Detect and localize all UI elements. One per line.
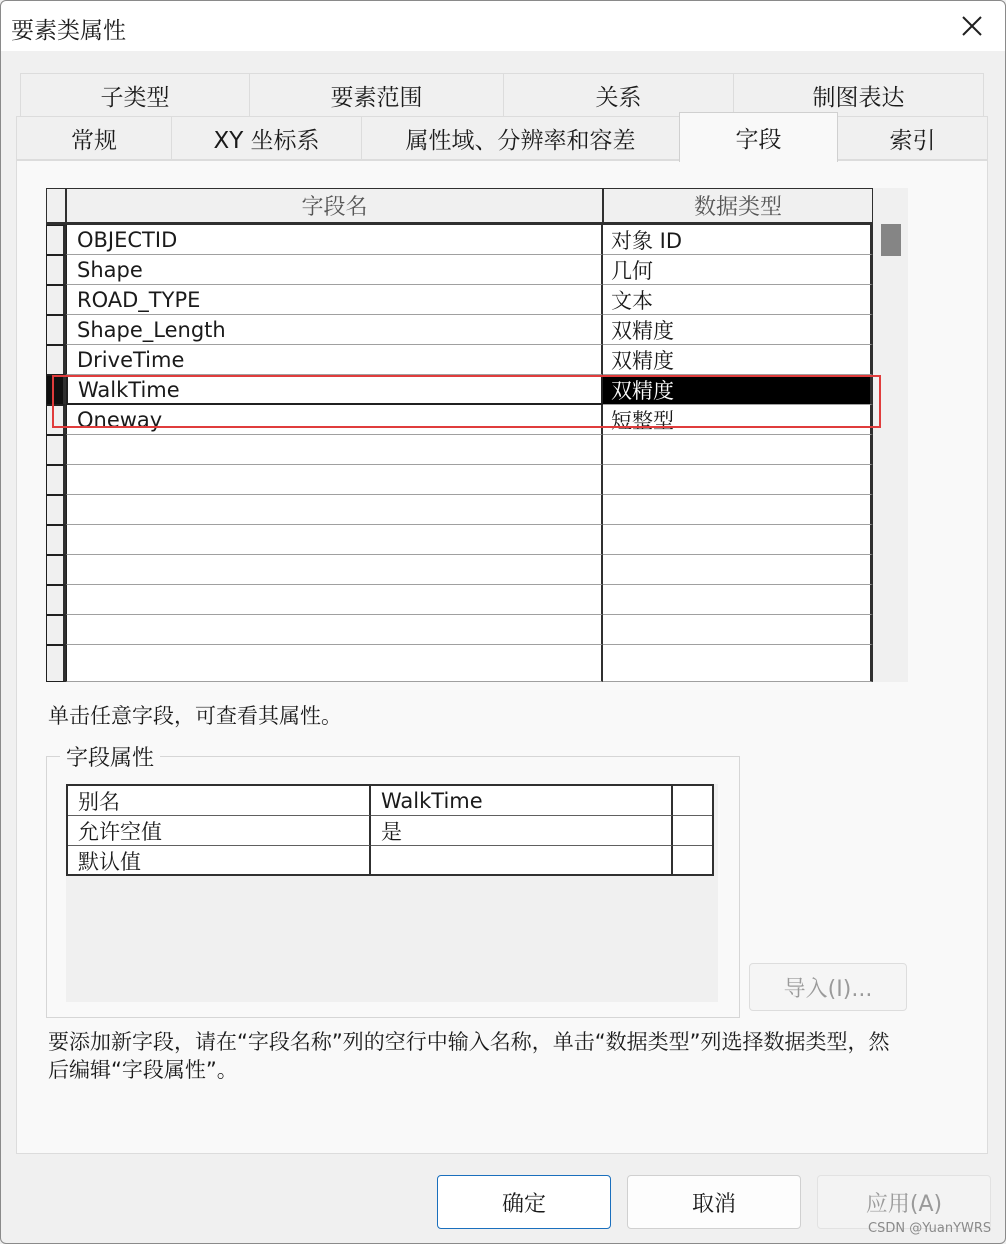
empty-field-name-cell[interactable] [66,585,603,615]
data-type-cell[interactable]: 短整型 [603,405,873,435]
data-type-cell[interactable]: 双精度 [603,315,873,345]
close-button[interactable] [947,5,997,47]
window-title: 要素类属性 [11,18,126,44]
scrollbar-thumb[interactable] [881,224,901,256]
field-name-cell[interactable]: DriveTime [66,345,603,375]
tab-xy-coordinate-system[interactable]: XY 坐标系 [171,116,362,160]
title-bar [1,1,1005,51]
data-type-cell[interactable]: 双精度 [603,345,873,375]
property-key: 别名 [68,786,371,816]
tab-representations[interactable]: 制图表达 [733,73,984,117]
empty-data-type-cell[interactable] [603,555,873,585]
empty-field-name-cell[interactable] [66,525,603,555]
field-hint-text: 单击任意字段，可查看其属性。 [48,704,342,728]
row-selector[interactable] [46,645,66,682]
row-selector[interactable] [46,315,66,345]
empty-data-type-cell[interactable] [603,495,873,525]
apply-button[interactable]: 应用(A) [817,1175,991,1229]
tab-indexes[interactable]: 索引 [837,116,988,160]
property-key: 允许空值 [68,816,371,846]
import-button[interactable]: 导入(I)... [749,963,907,1011]
row-selector[interactable] [46,585,66,615]
empty-field-name-cell[interactable] [66,495,603,525]
field-properties-legend: 字段属性 [60,741,160,772]
tab-relationships[interactable]: 关系 [503,73,734,117]
watermark: CSDN @YuanYWRS [868,1221,992,1236]
data-type-cell[interactable]: 几何 [603,255,873,285]
property-key: 默认值 [68,846,371,876]
property-extra-cell [673,846,712,876]
property-extra-cell [673,816,712,846]
row-selector[interactable] [46,345,66,375]
empty-data-type-cell[interactable] [603,525,873,555]
tab-domain-resolution-tolerance[interactable]: 属性域、分辨率和容差 [361,116,680,160]
empty-data-type-cell[interactable] [603,615,873,645]
empty-field-name-cell[interactable] [66,615,603,645]
row-selector[interactable] [46,495,66,525]
row-selector[interactable] [46,615,66,645]
property-value-default[interactable] [371,846,673,876]
grid-corner [46,188,66,225]
property-extra-cell [673,786,712,816]
ok-button[interactable]: 确定 [437,1175,611,1229]
data-type-cell[interactable]: 文本 [603,285,873,315]
empty-data-type-cell[interactable] [603,465,873,495]
fields-grid [46,188,908,682]
close-icon [960,14,984,38]
tab-fields[interactable]: 字段 [679,112,838,162]
field-properties-table [66,784,714,876]
row-selector[interactable] [46,435,66,465]
empty-field-name-cell[interactable] [66,465,603,495]
property-value-allow-null[interactable]: 是 [371,816,673,846]
help-text: 要添加新字段，请在“字段名称”列的空行中输入名称，单击“数据类型”列选择数据类型，然后编辑“字段属性”。 [48,1030,890,1082]
empty-field-name-cell[interactable] [66,555,603,585]
grid-vertical-scrollbar[interactable] [876,188,908,682]
field-name-cell[interactable]: Oneway [66,405,603,435]
empty-field-name-cell[interactable] [66,435,603,465]
field-name-cell[interactable]: Shape_Length [66,315,603,345]
empty-data-type-cell[interactable] [603,435,873,465]
data-type-cell-selected[interactable]: 双精度 [603,375,873,405]
empty-data-type-cell[interactable] [603,585,873,615]
row-selector[interactable] [46,525,66,555]
row-selector[interactable] [46,285,66,315]
tab-general[interactable]: 常规 [16,116,172,160]
data-type-cell[interactable]: 对象 ID [603,225,873,255]
row-selector[interactable] [46,225,66,255]
column-header-field-name[interactable]: 字段名 [66,188,603,225]
empty-field-name-cell[interactable] [66,645,603,682]
row-selector[interactable] [46,555,66,585]
field-name-cell-selected[interactable]: WalkTime [66,375,603,405]
cancel-button[interactable]: 取消 [627,1175,801,1229]
column-header-data-type[interactable]: 数据类型 [603,188,873,225]
tab-feature-extent[interactable]: 要素范围 [249,73,504,117]
row-selector[interactable] [46,465,66,495]
annotation-highlight-box [52,375,881,428]
tab-subtypes[interactable]: 子类型 [20,73,250,117]
field-name-cell[interactable]: ROAD_TYPE [66,285,603,315]
property-value-alias[interactable]: WalkTime [371,786,673,816]
field-name-cell[interactable]: OBJECTID [66,225,603,255]
empty-data-type-cell[interactable] [603,645,873,682]
field-name-cell[interactable]: Shape [66,255,603,285]
row-selector[interactable] [46,255,66,285]
